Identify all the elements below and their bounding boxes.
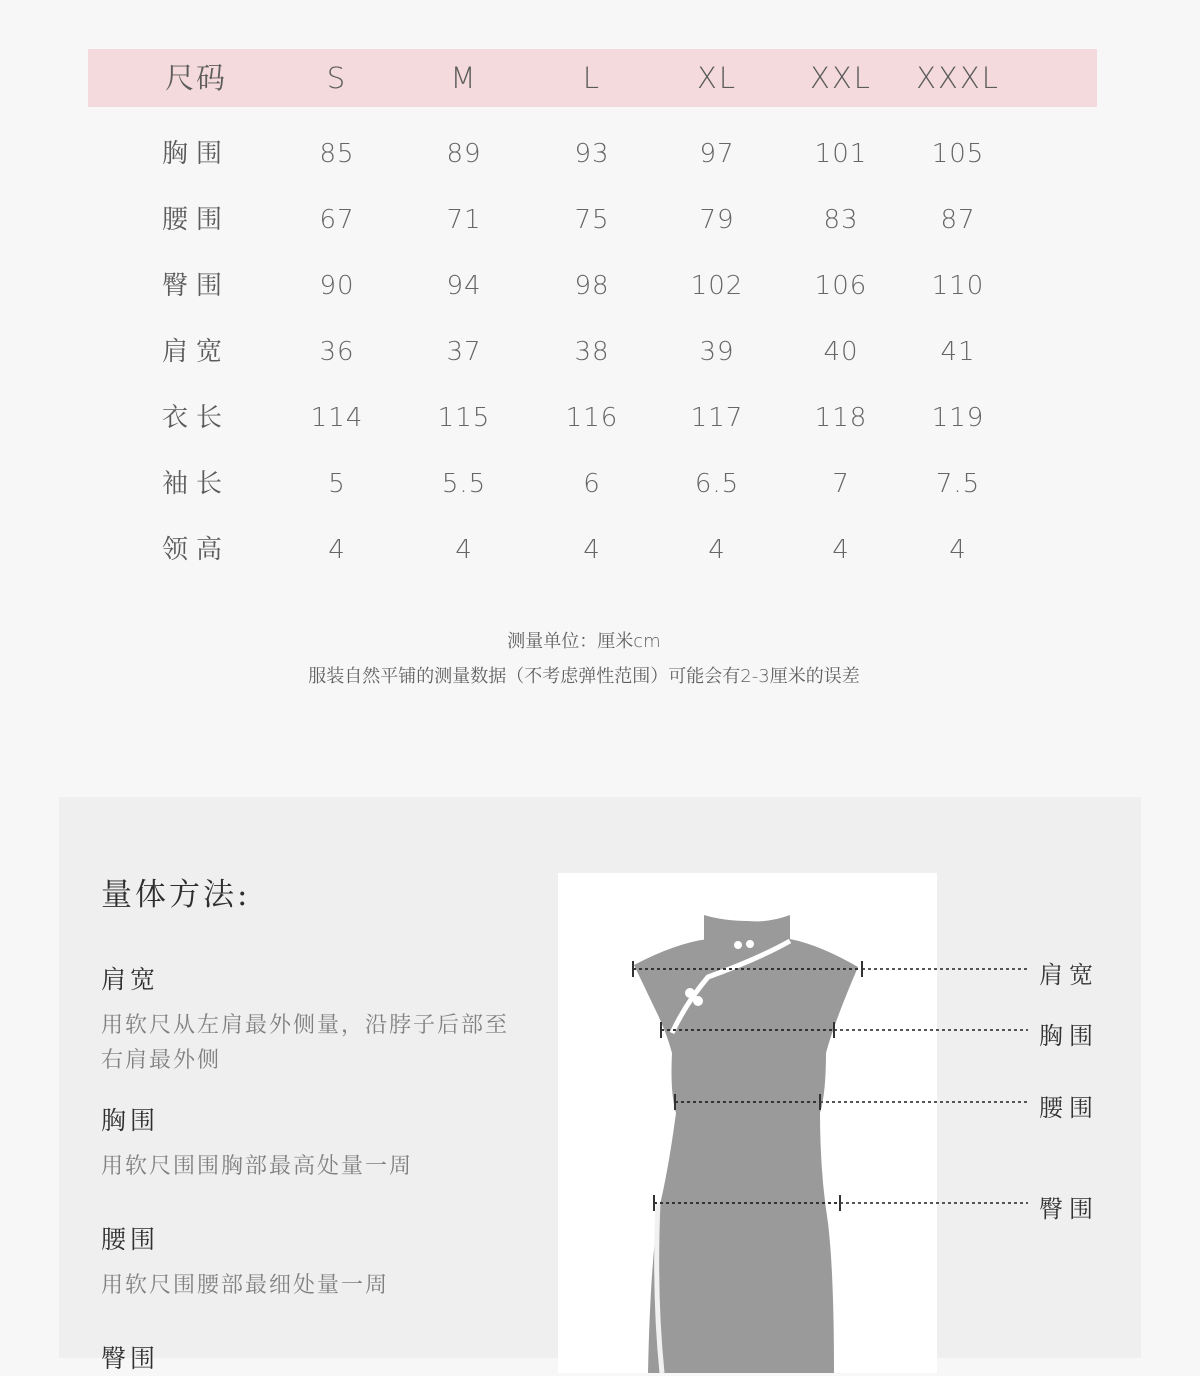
diagram-label-shoulder: 肩宽 — [1039, 961, 1099, 989]
dress-button — [746, 940, 754, 948]
table-cell: 7.5 — [935, 469, 981, 499]
table-cell: 106 — [814, 271, 868, 301]
table-cell: 97 — [699, 139, 735, 169]
table-cell: 93 — [574, 139, 610, 169]
header-size-xxxl: XXXL — [916, 61, 1000, 95]
method-item-title: 腰围 — [101, 1225, 160, 1254]
table-cell: 37 — [446, 337, 482, 367]
diagram-label-waist: 腰围 — [1039, 1094, 1099, 1122]
table-cell: 6.5 — [694, 469, 740, 499]
row-label: 肩宽 — [161, 337, 231, 367]
table-row — [88, 319, 1097, 385]
table-cell: 4 — [455, 535, 473, 565]
row-label: 胸围 — [161, 139, 231, 169]
measure-method-section — [59, 797, 1141, 1373]
table-cell: 4 — [708, 535, 726, 565]
table-cell: 71 — [446, 205, 482, 235]
table-row — [88, 385, 1097, 451]
method-item-title: 胸围 — [101, 1106, 160, 1135]
table-cell: 118 — [814, 403, 868, 433]
header-size-l: L — [582, 61, 602, 95]
table-row — [88, 121, 1097, 187]
table-cell: 5.5 — [441, 469, 487, 499]
table-cell: 119 — [931, 403, 985, 433]
method-item-chest — [101, 1104, 521, 1184]
table-cell: 38 — [574, 337, 610, 367]
table-cell: 114 — [310, 403, 364, 433]
table-cell: 105 — [931, 139, 985, 169]
table-cell: 4 — [949, 535, 967, 565]
unit-note: 测量单位：厘米cm — [507, 631, 661, 652]
table-cell: 4 — [328, 535, 346, 565]
header-label: 尺码 — [164, 61, 228, 95]
table-cell: 117 — [690, 403, 744, 433]
dress-button — [685, 988, 695, 998]
method-item-hip — [101, 1342, 521, 1376]
diagram-label-hip: 臀围 — [1039, 1195, 1099, 1223]
table-cell: 83 — [823, 205, 859, 235]
table-cell: 4 — [832, 535, 850, 565]
header-size-s: S — [326, 61, 348, 95]
header-size-xxl: XXL — [810, 61, 872, 95]
table-cell: 87 — [940, 205, 976, 235]
method-item-waist — [101, 1223, 521, 1303]
method-item-desc: 用软尺围围胸部最高处量一周 — [101, 1154, 414, 1179]
table-cell: 39 — [699, 337, 735, 367]
size-table-header — [88, 49, 1097, 107]
table-cell: 115 — [437, 403, 491, 433]
dress-body — [634, 939, 858, 1373]
table-cell: 102 — [690, 271, 744, 301]
table-cell: 36 — [319, 337, 355, 367]
table-row — [88, 187, 1097, 253]
table-cell: 6 — [583, 469, 601, 499]
dress-button — [734, 941, 742, 949]
size-table — [88, 49, 1097, 583]
row-label: 袖长 — [161, 469, 231, 499]
qipao-diagram — [558, 873, 1141, 1373]
table-cell: 101 — [814, 139, 868, 169]
table-cell: 89 — [446, 139, 482, 169]
method-item-title: 臀围 — [101, 1344, 160, 1373]
row-label: 领高 — [161, 535, 231, 565]
row-label: 腰围 — [161, 205, 231, 235]
method-item-desc: 用软尺从左肩最外侧量，沿脖子后部至右肩最外侧 — [101, 1013, 510, 1073]
table-row — [88, 253, 1097, 319]
row-label: 衣长 — [161, 403, 231, 433]
table-cell: 5 — [328, 469, 346, 499]
table-row — [88, 451, 1097, 517]
dress-collar — [704, 915, 790, 943]
table-row — [88, 517, 1097, 583]
header-size-m: M — [450, 61, 478, 95]
table-cell: 116 — [565, 403, 619, 433]
method-item-shoulder — [101, 963, 521, 1078]
table-cell: 94 — [446, 271, 482, 301]
table-cell: 4 — [583, 535, 601, 565]
header-size-xl: XL — [696, 61, 738, 95]
measure-method-title: 量体方法: — [101, 877, 251, 913]
table-cell: 40 — [823, 337, 859, 367]
table-cell: 110 — [931, 271, 985, 301]
table-cell: 90 — [319, 271, 355, 301]
dress-button — [693, 996, 703, 1006]
disclaimer-note: 服装自然平铺的测量数据（不考虑弹性范围）可能会有2-3厘米的误差 — [308, 666, 860, 687]
table-cell: 7 — [832, 469, 850, 499]
table-cell: 41 — [940, 337, 976, 367]
table-cell: 67 — [319, 205, 355, 235]
method-item-desc: 用软尺围腰部最细处量一周 — [101, 1273, 390, 1298]
row-label: 臀围 — [161, 271, 231, 301]
table-cell: 79 — [699, 205, 735, 235]
method-item-title: 肩宽 — [101, 965, 160, 994]
table-cell: 98 — [574, 271, 610, 301]
table-cell: 75 — [574, 205, 610, 235]
table-cell: 85 — [319, 139, 355, 169]
diagram-label-chest: 胸围 — [1039, 1022, 1099, 1050]
